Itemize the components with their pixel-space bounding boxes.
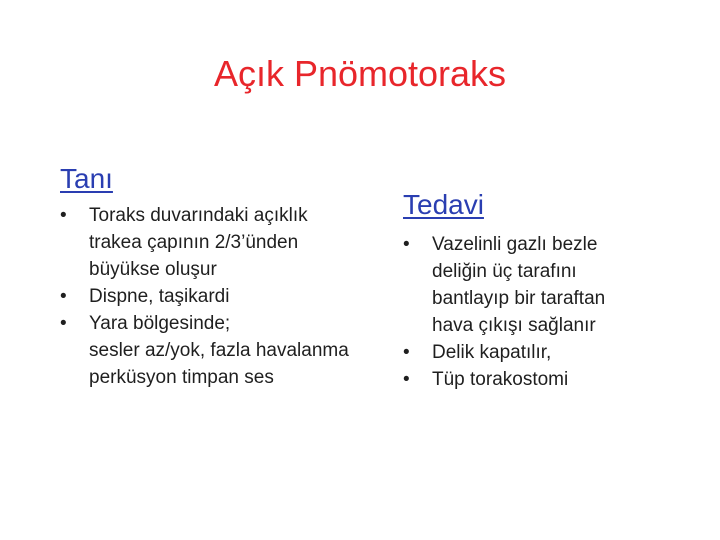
bullet-icon: • <box>403 234 410 255</box>
list-item <box>60 202 400 283</box>
list-item-line: Vazelinli gazlı bezle <box>432 234 598 255</box>
list-item-line: sesler az/yok, fazla havalanma <box>89 340 349 361</box>
list-item-line: perküsyon timpan ses <box>89 367 274 388</box>
bullet-icon: • <box>403 342 410 363</box>
list-item-line: trakea çapının 2/3’ünden <box>89 232 299 253</box>
list-item-line: deliğin üç tarafını <box>432 261 577 282</box>
list-item-line: Delik kapatılır, <box>432 342 552 363</box>
diagnosis-list <box>60 202 400 391</box>
diagnosis-heading: Tanı <box>60 163 113 194</box>
list-item <box>403 339 703 366</box>
bullet-icon: • <box>60 205 67 226</box>
slide-title: Açık Pnömotoraks <box>213 53 507 94</box>
list-item <box>60 283 400 310</box>
list-item-line: Yara bölgesinde; <box>89 313 231 334</box>
list-item <box>60 310 400 391</box>
treatment-heading: Tedavi <box>403 189 484 220</box>
list-item-line: büyükse oluşur <box>89 259 217 280</box>
list-item-line: hava çıkışı sağlanır <box>432 315 596 336</box>
list-item-line: Toraks duvarındaki açıklık <box>89 205 308 226</box>
list-item <box>403 231 703 339</box>
bullet-icon: • <box>60 286 67 307</box>
bullet-icon: • <box>403 369 410 390</box>
bullet-icon: • <box>60 313 67 334</box>
list-item-line: Tüp torakostomi <box>432 369 569 390</box>
treatment-list <box>403 231 703 393</box>
list-item <box>403 366 703 393</box>
list-item-line: bantlayıp bir taraftan <box>432 288 606 309</box>
list-item-line: Dispne, taşikardi <box>89 286 230 307</box>
